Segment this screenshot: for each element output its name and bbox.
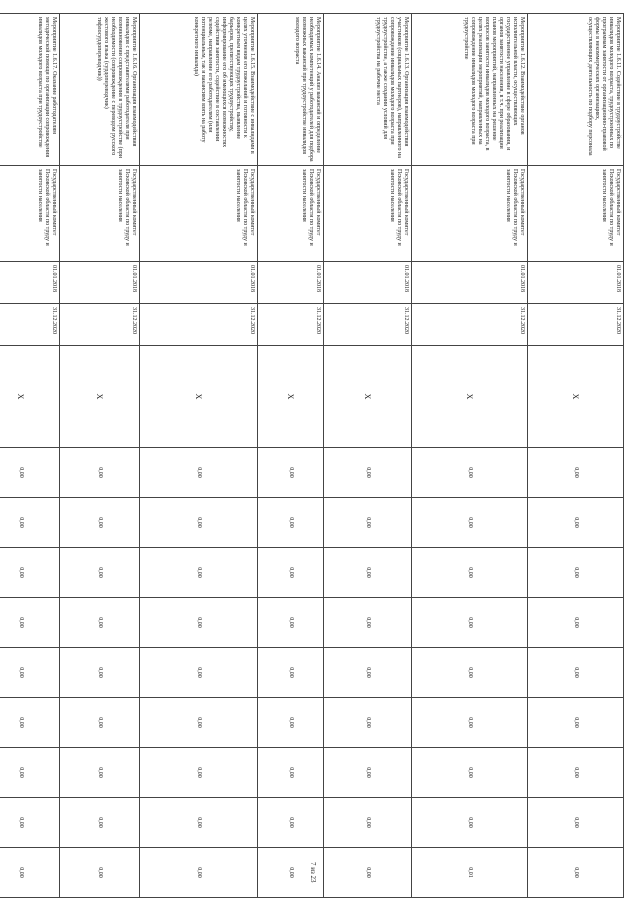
start-date-cell: 01.01.2018 xyxy=(60,262,140,304)
event-cell: Мероприятие 1.6.16. Организация взаимодействия инвалидов с представителями работодателя при возникновении сопровождения в трудоустройстве (при необходимости (сопровождение с переводом русского жестового языка (сурдопереводчик) тифлосурдопереводчик)) xyxy=(60,14,140,166)
value-cell: 0,00 xyxy=(324,548,412,598)
start-date-cell: 01.01.2018 xyxy=(528,262,624,304)
value-cell: 0,00 xyxy=(60,498,140,548)
table-row xyxy=(412,14,528,898)
value-cell: 0,00 xyxy=(0,448,60,498)
value-cell: 0,00 xyxy=(0,848,60,898)
end-date-cell: 31.12.2020 xyxy=(324,304,412,346)
value-cell: 0,00 xyxy=(258,648,324,698)
value-cell: 0,00 xyxy=(0,598,60,648)
executor-cell: Государственный комитет Псковской области по труду и занятости населения xyxy=(412,166,528,262)
value-cell: 0,00 xyxy=(140,448,258,498)
end-date-cell: 31.12.2020 xyxy=(258,304,324,346)
not-applicable-mark: Х xyxy=(258,346,324,448)
event-cell: Мероприятие 1.6.13. Организация взаимодействия участников (социальных партнеров), направленного на сопровождение инвалидов молодого возраста при трудоустройстве, а также создании условий для трудоустройства на рабочие места xyxy=(324,14,412,166)
executor-cell: Государственный комитет Псковской области по труду и занятости населения xyxy=(60,166,140,262)
value-cell: 0,00 xyxy=(324,748,412,798)
value-cell: 0,00 xyxy=(324,598,412,648)
event-cell: Мероприятие 1.6.12. Взаимодействие органов исполнительной власти, осуществляющих государственное управление в сфере образования, и органов занятости населения, в т.ч. при реализации планов мероприятий, направленных на решение вопросов занятости инвалидов молодого возраста, в целях реализации мероприятий, направленных на сопровождение инвалидов молодого возраста при трудоустройстве xyxy=(412,14,528,166)
table-row xyxy=(324,14,412,898)
end-date-cell: 31.12.2020 xyxy=(0,304,60,346)
start-date-cell: 01.01.2018 xyxy=(324,262,412,304)
table-row xyxy=(258,14,324,898)
value-cell: 0,00 xyxy=(528,798,624,848)
value-cell: 0,00 xyxy=(60,748,140,798)
value-cell: 0,00 xyxy=(324,648,412,698)
table-row xyxy=(60,14,140,898)
value-cell: 0,00 xyxy=(528,848,624,898)
table-row xyxy=(140,14,258,898)
value-cell: 0,01 xyxy=(412,848,528,898)
event-cell: Мероприятие 1.6.11. Содействие в трудоустройстве инвалидов молодого возраста, трудоустроенных по программам занятости от организационно-правовой формы в некоммерческих организациях, осуществляющих деятельность по подбору персонала xyxy=(528,14,624,166)
events-table xyxy=(0,13,624,898)
end-date-cell: 31.12.2020 xyxy=(60,304,140,346)
rotated-table-container xyxy=(16,13,624,897)
end-date-cell: 31.12.2020 xyxy=(528,304,624,346)
value-cell: 0,00 xyxy=(528,698,624,748)
value-cell: 0,00 xyxy=(258,698,324,748)
executor-cell: Государственный комитет Псковской области по труду и занятости населения xyxy=(140,166,258,262)
end-date-cell: 31.12.2020 xyxy=(412,304,528,346)
event-cell: Мероприятие 1.6.14. Анализ вакансий и определение необходимых компетенций у работодателей для подбора возможных вакансий при трудоустройстве инвалидов молодого возраста xyxy=(258,14,324,166)
executor-cell: Государственный комитет Псковской области по труду и занятости населения xyxy=(258,166,324,262)
value-cell: 0,00 xyxy=(528,548,624,598)
value-cell: 0,00 xyxy=(412,748,528,798)
value-cell: 0,00 xyxy=(0,648,60,698)
table-row xyxy=(0,14,60,898)
value-cell: 0,00 xyxy=(258,748,324,798)
end-date-cell: 31.12.2020 xyxy=(140,304,258,346)
value-cell: 0,00 xyxy=(140,798,258,848)
value-cell: 0,00 xyxy=(412,548,528,598)
value-cell: 0,00 xyxy=(528,648,624,698)
value-cell: 0,00 xyxy=(140,648,258,698)
value-cell: 0,00 xyxy=(0,548,60,598)
executor-cell: Государственный комитет Псковской области по труду и занятости населения xyxy=(0,166,60,262)
value-cell: 0,00 xyxy=(140,548,258,598)
value-cell: 0,00 xyxy=(528,748,624,798)
start-date-cell: 01.01.2018 xyxy=(412,262,528,304)
not-applicable-mark: Х xyxy=(140,346,258,448)
value-cell: 0,00 xyxy=(60,648,140,698)
value-cell: 0,00 xyxy=(258,498,324,548)
executor-cell: Государственный комитет Псковской области по труду и занятости населения xyxy=(324,166,412,262)
value-cell: 0,00 xyxy=(528,598,624,648)
value-cell: 0,00 xyxy=(412,598,528,648)
value-cell: 0,00 xyxy=(324,848,412,898)
value-cell: 0,00 xyxy=(140,848,258,898)
value-cell: 0,00 xyxy=(140,498,258,548)
value-cell: 0,00 xyxy=(0,498,60,548)
value-cell: 0,00 xyxy=(0,798,60,848)
value-cell: 0,00 xyxy=(412,698,528,748)
value-cell: 0,00 xyxy=(258,548,324,598)
not-applicable-mark: Х xyxy=(412,346,528,448)
value-cell: 0,00 xyxy=(60,598,140,648)
value-cell: 0,00 xyxy=(140,598,258,648)
table-row xyxy=(528,14,624,898)
start-date-cell: 01.01.2018 xyxy=(0,262,60,304)
value-cell: 0,00 xyxy=(412,798,528,848)
value-cell: 0,00 xyxy=(60,548,140,598)
value-cell: 0,00 xyxy=(140,698,258,748)
not-applicable-mark: Х xyxy=(0,346,60,448)
value-cell: 0,00 xyxy=(258,848,324,898)
value-cell: 0,00 xyxy=(528,498,624,548)
value-cell: 0,00 xyxy=(0,748,60,798)
not-applicable-mark: Х xyxy=(528,346,624,448)
table-body xyxy=(0,14,624,898)
page-number: 7 из 23 xyxy=(309,862,317,883)
value-cell: 0,00 xyxy=(0,698,60,748)
value-cell: 0,00 xyxy=(60,848,140,898)
event-cell: Мероприятие 1.6.15. Взаимодействие с инвалидами в целях уточнения его пожеланий и готовности к конкретным видам трудоустройства, выявление барьеров, препятствующих трудоустройству, информирование его об имеющихся возможностях содействия занятости, содействие в составлении резюме, направление его работодателям (или потенциальным, так и вакансиям взять на работу конкретного инвалида) xyxy=(140,14,258,166)
value-cell: 0,00 xyxy=(324,448,412,498)
start-date-cell: 01.01.2018 xyxy=(258,262,324,304)
value-cell: 0,00 xyxy=(324,798,412,848)
executor-cell: Государственный комитет Псковской области по труду и занятости населения xyxy=(528,166,624,262)
value-cell: 0,00 xyxy=(258,448,324,498)
value-cell: 0,00 xyxy=(324,698,412,748)
value-cell: 0,00 xyxy=(412,498,528,548)
value-cell: 0,00 xyxy=(258,598,324,648)
value-cell: 0,00 xyxy=(60,698,140,748)
value-cell: 0,00 xyxy=(60,448,140,498)
not-applicable-mark: Х xyxy=(324,346,412,448)
value-cell: 0,00 xyxy=(258,798,324,848)
event-cell: Мероприятие 1.6.17. Оказание работодателям методической помощи по организации сопровождения инвалидов молодого возраста при трудоустройстве xyxy=(0,14,60,166)
start-date-cell: 01.01.2018 xyxy=(140,262,258,304)
value-cell: 0,00 xyxy=(412,448,528,498)
value-cell: 0,00 xyxy=(60,798,140,848)
value-cell: 0,00 xyxy=(324,498,412,548)
not-applicable-mark: Х xyxy=(60,346,140,448)
value-cell: 0,00 xyxy=(412,648,528,698)
value-cell: 0,00 xyxy=(528,448,624,498)
value-cell: 0,00 xyxy=(140,748,258,798)
